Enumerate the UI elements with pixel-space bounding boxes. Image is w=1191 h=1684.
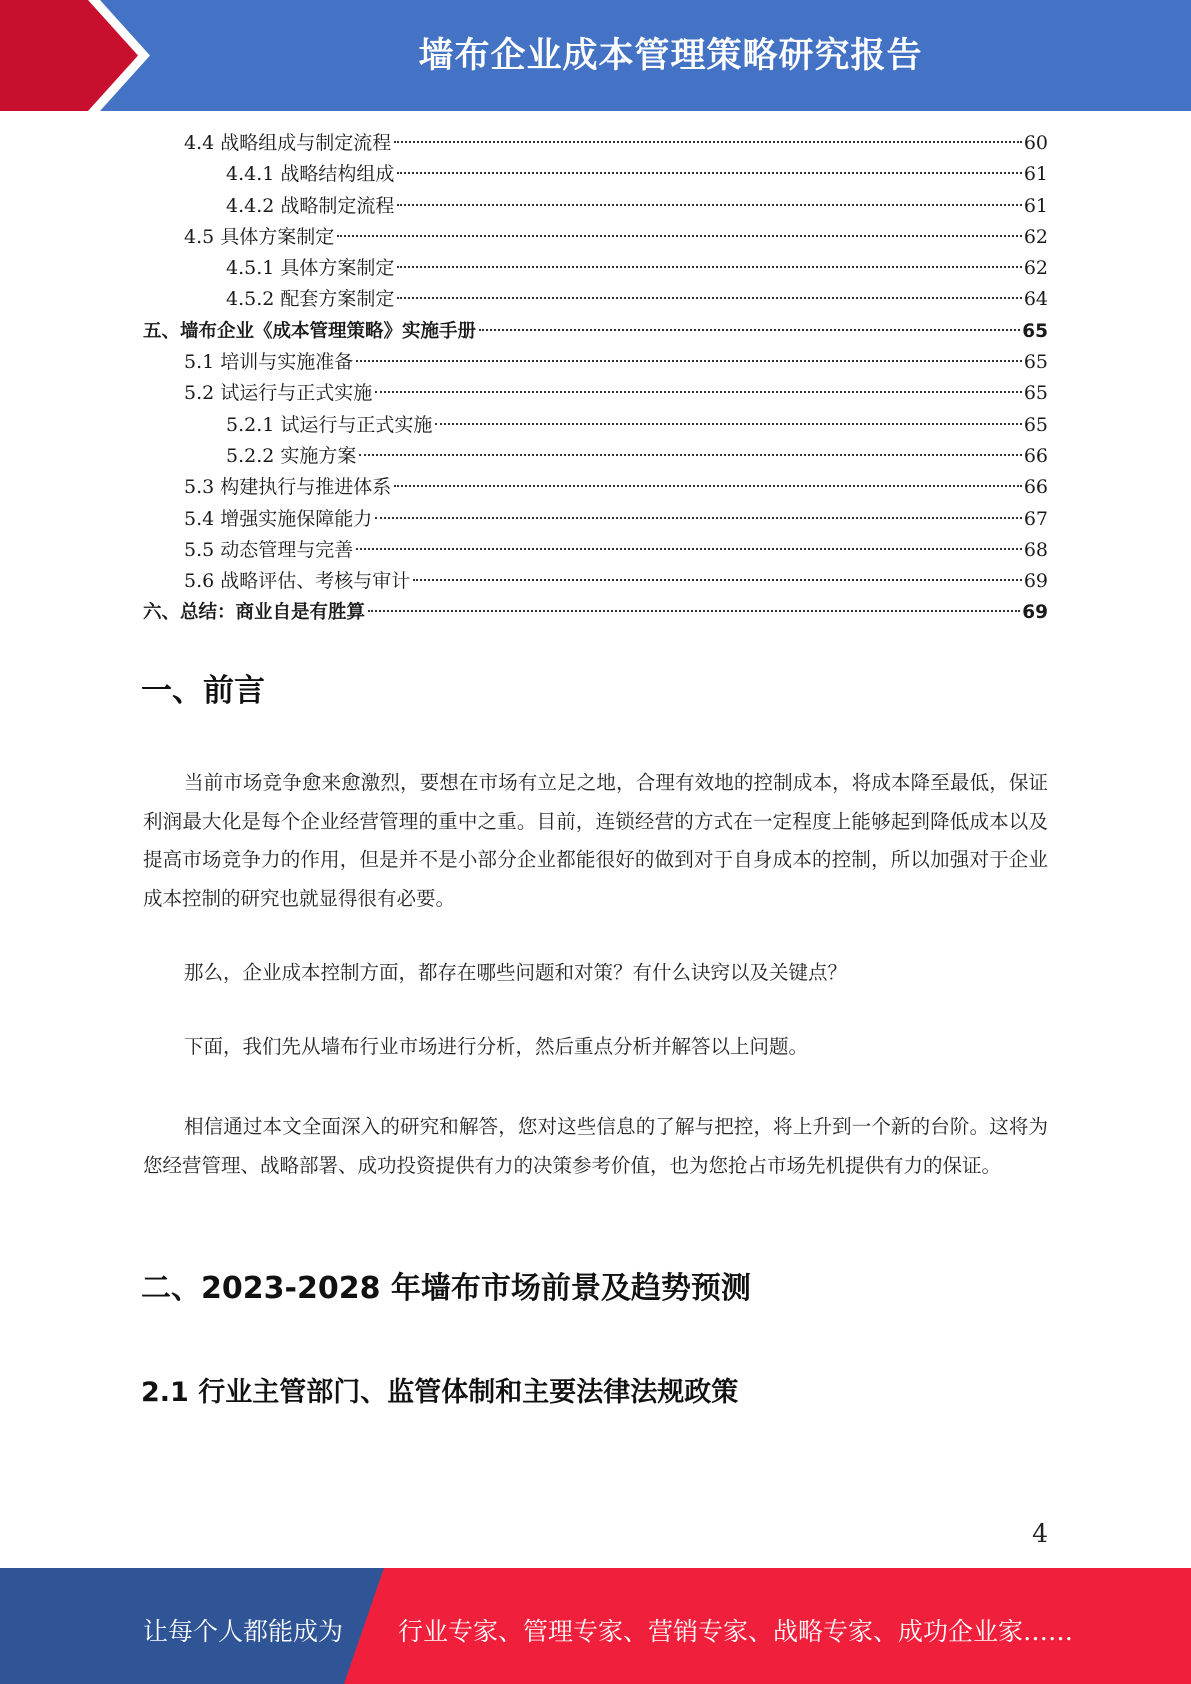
toc-dot-leader (394, 141, 1022, 143)
paragraph: 那么，企业成本控制方面，都存在哪些问题和对策？有什么诀窍以及关键点？ (184, 961, 848, 984)
toc-dot-leader (359, 454, 1021, 456)
toc-dot-leader (397, 266, 1021, 268)
toc-entry-page: 66 (1023, 444, 1048, 467)
toc-dot-leader (356, 360, 1022, 362)
toc-entry-title: 5.6 战略评估、考核与审计 (184, 570, 411, 593)
toc-dot-leader (397, 297, 1021, 299)
toc-entry[interactable] (143, 159, 1048, 190)
toc-entry-page: 65 (1023, 351, 1048, 374)
toc-dot-leader (435, 423, 1021, 425)
toc-dot-leader (375, 517, 1022, 519)
header-arrow-decoration (0, 0, 160, 111)
paragraph: 相信通过本文全面深入的研究和解答，您对这些信息的了解与把控，将上升到一个新的台阶。这将为您经营管理、战略部署、成功投资提供有力的决策参考价值，也为您抢占市场先机提供有力的保证。 (143, 1115, 1048, 1177)
toc-dot-leader (479, 329, 1020, 331)
toc-entry-page: 65 (1023, 382, 1048, 405)
toc-entry-page: 66 (1023, 476, 1048, 499)
toc-entry-page: 62 (1023, 257, 1048, 280)
toc-entry-title: 5.2 试运行与正式实施 (184, 382, 373, 405)
footer-slogan-left: 让每个人都能成为 (143, 1617, 344, 1646)
toc-entry[interactable] (143, 566, 1048, 597)
toc-entry-title: 5.1 培训与实施准备 (184, 351, 354, 374)
toc-entry[interactable] (143, 472, 1048, 503)
report-title: 墙布企业成本管理策略研究报告 (418, 36, 923, 76)
toc-entry-page: 65 (1022, 320, 1048, 342)
toc-entry[interactable] (143, 316, 1048, 347)
table-of-contents (143, 128, 1048, 629)
toc-entry-page: 61 (1023, 163, 1048, 186)
toc-entry-title: 五、墙布企业《成本管理策略》实施手册 (143, 320, 477, 342)
section-2-1-heading: 2.1 行业主管部门、监管体制和主要法律法规政策 (141, 1377, 739, 1408)
toc-entry[interactable] (143, 253, 1048, 284)
toc-entry-page: 60 (1023, 132, 1048, 154)
toc-dot-leader (397, 204, 1021, 206)
toc-entry[interactable] (143, 597, 1048, 628)
paragraph: 下面，我们先从墙布行业市场进行分析，然后重点分析并解答以上问题。 (184, 1035, 809, 1058)
toc-entry-page: 65 (1023, 413, 1048, 436)
toc-entry[interactable] (143, 284, 1048, 315)
toc-entry-title: 六、总结：商业自是有胜算 (143, 602, 366, 624)
toc-entry[interactable] (143, 410, 1048, 441)
toc-entry[interactable] (143, 347, 1048, 378)
toc-entry-page: 69 (1023, 570, 1048, 593)
toc-entry[interactable] (143, 222, 1048, 253)
toc-dot-leader (413, 579, 1022, 581)
paragraph: 当前市场竞争愈来愈激烈，要想在市场有立足之地，合理有效地的控制成本，将成本降至最低，保证利润最大化是每个企业经营管理的重中之重。目前，连锁经营的方式在一定程度上能够起到降低成本以及提高市场竞争力的作用，但是并不是小部分企业都能很好的做到对于自身成本的控制，所以加强对于企业成本控制的研究也就显得很有必要。 (143, 771, 1048, 910)
toc-entry-title: 4.5 具体方案制定 (184, 225, 335, 248)
toc-entry[interactable] (143, 535, 1048, 566)
toc-entry-title: 5.2.2 实施方案 (226, 444, 357, 467)
toc-entry-title: 5.4 增强实施保障能力 (184, 507, 373, 530)
toc-entry[interactable] (143, 191, 1048, 222)
toc-entry-title: 4.4 战略组成与制定流程 (184, 132, 392, 154)
chapter-2-heading: 二、2023-2028 年墙布市场前景及趋势预测 (141, 1271, 751, 1306)
toc-entry[interactable] (143, 378, 1048, 409)
preface-heading: 一、前言 (141, 673, 265, 709)
toc-entry[interactable] (143, 441, 1048, 472)
toc-entry-title: 4.5.1 具体方案制定 (226, 257, 395, 280)
toc-dot-leader (375, 391, 1022, 393)
toc-entry-page: 69 (1022, 602, 1048, 624)
toc-entry-page: 62 (1023, 225, 1048, 248)
toc-dot-leader (394, 485, 1022, 487)
toc-entry[interactable] (143, 504, 1048, 535)
toc-entry-title: 4.4.1 战略结构组成 (226, 163, 395, 186)
footer-slogan-right: 行业专家、管理专家、营销专家、战略专家、成功企业家…… (398, 1617, 1074, 1646)
page-header (0, 0, 1191, 111)
page-footer (0, 1568, 1191, 1684)
toc-entry[interactable] (143, 128, 1048, 159)
toc-entry-page: 64 (1023, 288, 1048, 311)
toc-entry-page: 67 (1023, 507, 1048, 530)
toc-dot-leader (337, 235, 1022, 237)
toc-entry-title: 4.5.2 配套方案制定 (226, 288, 395, 311)
toc-entry-title: 5.5 动态管理与完善 (184, 538, 354, 561)
toc-entry-title: 5.3 构建执行与推进体系 (184, 476, 392, 499)
toc-dot-leader (368, 610, 1020, 612)
toc-entry-title: 4.4.2 战略制定流程 (226, 194, 395, 217)
page-number: 4 (1032, 1519, 1048, 1548)
toc-entry-page: 68 (1023, 538, 1048, 561)
toc-entry-page: 61 (1023, 194, 1048, 217)
toc-dot-leader (397, 172, 1021, 174)
toc-dot-leader (356, 548, 1022, 550)
toc-entry-title: 5.2.1 试运行与正式实施 (226, 413, 433, 436)
